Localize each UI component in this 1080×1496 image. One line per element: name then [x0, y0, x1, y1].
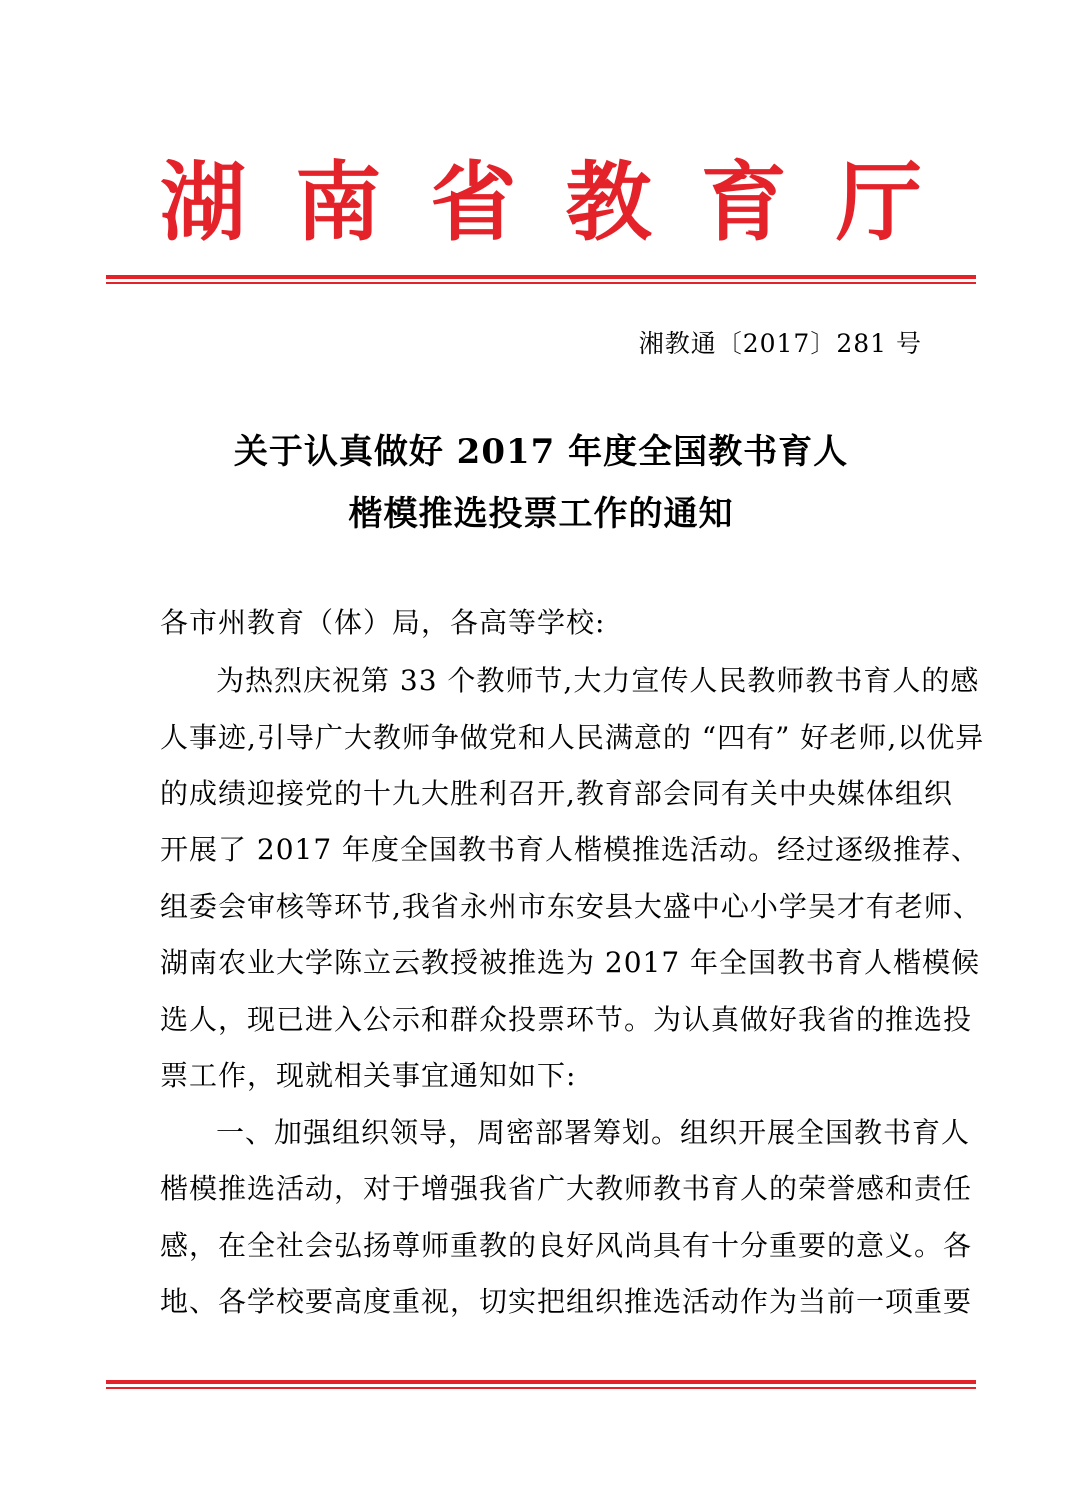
body-line: 地、各学校要高度重视，切实把组织推选活动作为当前一项重要 — [160, 1285, 973, 1318]
document-title-line-1: 关于认真做好 2017 年度全国教书育人 — [233, 432, 849, 472]
body-line: 的成绩迎接党的十九大胜利召开,教育部会同有关中央媒体组织 — [160, 777, 953, 810]
body-line: 票工作，现就相关事宜通知如下: — [160, 1059, 577, 1092]
masthead-char: 教 — [565, 152, 652, 253]
body-line: 组委会审核等环节,我省永州市东安县大盛中心小学吴才有老师、 — [160, 890, 982, 923]
body-line: 开展了 2017 年度全国教书育人楷模推选活动。经过逐级推荐、 — [160, 833, 981, 866]
footer-divider — [106, 1380, 976, 1389]
body-line: 楷模推选活动，对于增强我省广大教师教书育人的荣誉感和责任 — [160, 1172, 973, 1205]
body-line: 人事迹,引导广大教师争做党和人民满意的 “四有” 好老师,以优异 — [160, 721, 985, 754]
masthead-char: 湖 — [160, 152, 246, 253]
body-line: 选人，现已进入公示和群众投票环节。为认真做好我省的推选投 — [160, 1003, 973, 1036]
masthead-char: 省 — [430, 152, 517, 253]
document-title-line-2: 楷模推选投票工作的通知 — [348, 494, 734, 534]
masthead-char: 育 — [700, 152, 787, 253]
masthead-title — [160, 148, 922, 258]
body-line: 为热烈庆祝第 33 个教师节,大力宣传人民教师教书育人的感 — [216, 664, 980, 697]
body-line: 湖南农业大学陈立云教授被推选为 2017 年全国教书育人楷模候 — [160, 946, 981, 979]
masthead-char: 厅 — [835, 152, 922, 253]
header-divider — [106, 275, 976, 284]
body-line: 感，在全社会弘扬尊师重教的良好风尚具有十分重要的意义。各 — [160, 1229, 973, 1262]
salutation: 各市州教育（体）局，各高等学校: — [160, 606, 606, 639]
masthead-char: 南 — [295, 152, 382, 253]
document-number: 湘教通〔2017〕281 号 — [638, 329, 922, 358]
body-line: 一、加强组织领导，周密部署筹划。组织开展全国教书育人 — [216, 1116, 971, 1149]
